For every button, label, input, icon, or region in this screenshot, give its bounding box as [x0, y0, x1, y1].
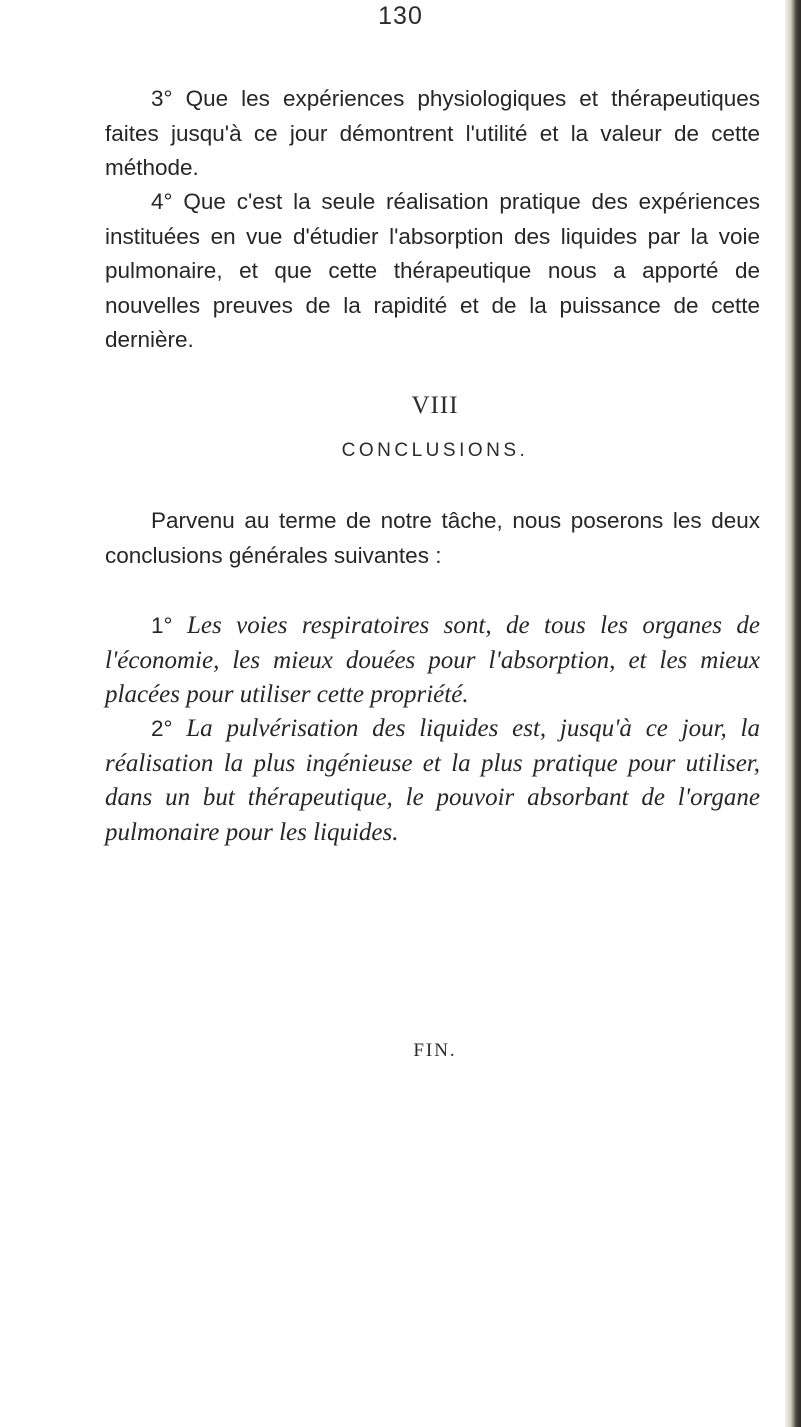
section-title: CONCLUSIONS. — [341, 440, 529, 461]
conclusion-1-marker: 1° — [151, 613, 173, 638]
paragraph-point-3 — [105, 82, 760, 186]
page-edge-shadow — [785, 0, 801, 1427]
end-mark: FIN. — [413, 1040, 457, 1061]
conclusion-2-marker: 2° — [151, 716, 173, 741]
paragraph-point-4 — [105, 185, 760, 358]
conclusion-2-paragraph — [105, 712, 760, 850]
conclusion-2-text: La pulvérisation des liquides est, jusqu'à ce jour, la réalisation la plus ingénieuse et la plus pratique pour utiliser, dans un but thérapeutique, le pouvoir absorbant de l'organe pulmonaire pour les liquides. — [105, 715, 760, 846]
section-number: VIII — [411, 392, 459, 419]
conclusion-1-paragraph — [105, 609, 760, 713]
point-4-marker: 4° — [151, 189, 173, 214]
conclusions-lead-paragraph: Parvenu au terme de notre tâche, nous poserons les deux conclusions générales suivantes : — [105, 508, 760, 568]
page-number: 130 — [378, 2, 423, 30]
point-3-text: Que les expériences physiologiques et thérapeutiques faites jusqu'à ce jour démontrent l'utilité et la valeur de cette méthode. — [105, 86, 760, 180]
conclusion-1-text: Les voies respiratoires sont, de tous les organes de l'économie, les mieux douées pour l'absorption, et les mieux placées pour utiliser cette propriété. — [105, 612, 761, 708]
point-3-marker: 3° — [151, 86, 173, 111]
point-4-text: Que c'est la seule réalisation pratique des expériences instituées en vue d'étudier l'absorption des liquides par la voie pulmonaire, et que cette thérapeutique nous a apporté de nouvelles preuves de la rapidité et de la puissance de cette dernière. — [105, 189, 760, 352]
